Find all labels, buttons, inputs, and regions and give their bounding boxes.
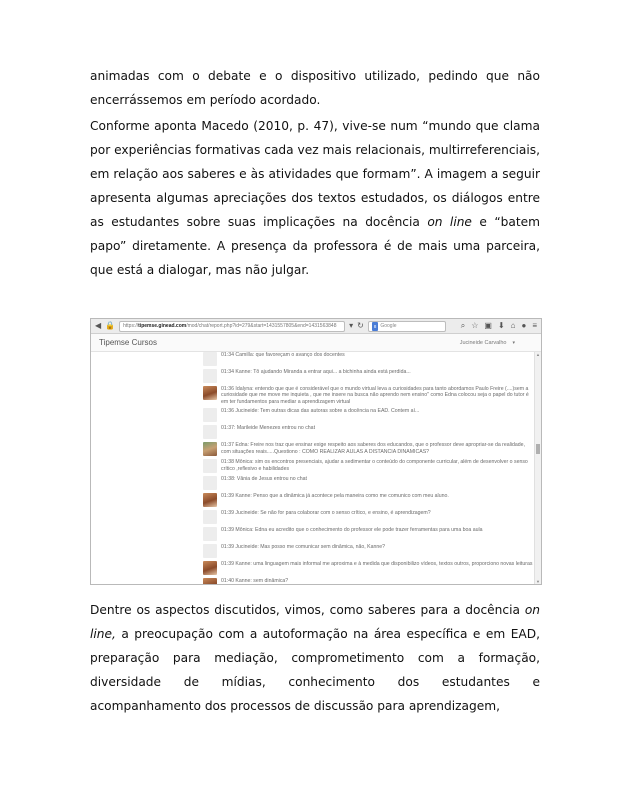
chat-message-text: 01:39 Kanne: Penso que a dinâmica já acontece pela maneira como me comunico com meu aluno. [221, 493, 449, 500]
url-host: tipemse.ginead.com [138, 322, 187, 329]
chat-message-text: 01:39 Jucineide: Mas posso me comunicar sem dinâmica, não, Kanne? [221, 544, 386, 551]
embedded-chat-screenshot [90, 318, 542, 585]
home-icon: ⌂ [510, 321, 516, 330]
avatar [203, 578, 217, 585]
menu-icon: ≡ [532, 321, 537, 330]
chat-message-text: 01:40 Kanne: sem dinâmica? [221, 578, 289, 585]
avatar [203, 369, 217, 383]
chat-scrollbar [534, 352, 541, 584]
profile-icon: ● [521, 321, 527, 330]
chat-message-text: 01:36 Jucineide: Tem outras dicas das autoras sobre a docência na EAD. Contem aí... [221, 408, 420, 415]
address-bar [119, 321, 345, 332]
chat-message [203, 544, 533, 558]
app-title: Tipemse Cursos [99, 338, 157, 347]
chat-message [203, 561, 533, 575]
avatar [203, 386, 217, 400]
avatar [203, 459, 217, 473]
chat-message-text: 01:37 Edna: Freire nos traz que ensinar exige respeito aos saberes dos educandos, que o professor deve apropriar-se da realidade, com situações reais.....Questiono : COMO REALIZAR AULAS A DISTANCIA DINAMICAS? [221, 442, 525, 455]
reload-icon: ↻ [357, 321, 364, 330]
paragraph-2-text-b: e “batem papo” diretamente. A presença da professora é de mais uma parceira, que está a dialogar, mas não julgar. [90, 215, 540, 277]
chat-message [203, 459, 533, 473]
lock-icon: 🔒 [105, 321, 116, 330]
avatar [203, 408, 217, 422]
browser-toolbar [91, 319, 541, 334]
chat-message [203, 476, 533, 490]
paragraph-3-text-a: Dentre os aspectos discutidos, vimos, como saberes para a docência [90, 603, 525, 617]
avatar [203, 493, 217, 507]
chat-message [203, 425, 533, 439]
user-menu-chevron-icon: ▾ [512, 339, 515, 346]
paragraph-1-text: animadas com o debate e o dispositivo utilizado, pedindo que não encerrássemos em período acordado. [90, 69, 540, 107]
chat-message-text: 01:37: Marileide Menezes entrou no chat [221, 425, 316, 432]
chat-message [203, 527, 533, 541]
avatar [203, 527, 217, 541]
paragraph-2-emphasis: on line [427, 215, 472, 229]
url-path: /mod/chat/report.php?id=279&start=1431557805&end=1431563848 [186, 322, 337, 329]
avatar [203, 476, 217, 490]
chat-message [203, 369, 533, 383]
chat-message [203, 493, 533, 507]
paragraph-2-text-a: Conforme aponta Macedo (2010, p. 47), vive-se num “mundo que clama por experiências formativas cada vez mais relacionais, multirreferenciais, em relação aos saberes e às atividades que formam”. A imagem a seguir apresenta algumas apreciações dos textos estudados, os diálogos entre as estudantes sobre suas implicações na docência [90, 119, 540, 229]
chat-message-text: 01:39 Mônica: Edna eu acredito que o conhecimento do professor ele pode trazer ferramentas para uma boa aula [221, 527, 483, 534]
paragraph-3 [90, 598, 540, 718]
chat-message [203, 442, 533, 456]
paragraph-3-text-b: a preocupação com a autoformação na área específica e em EAD, preparação para mediação, comprometimento com a formação, diversidade de mídias, conhecimento dos estudantes e acompanhamento dos processos de discussão para aprendizagem, [90, 627, 540, 713]
avatar [203, 544, 217, 558]
user-name: Jucineide Carvalho [459, 339, 507, 346]
paragraph-3-emphasis: on line, [90, 603, 540, 641]
app-header [91, 334, 541, 352]
paragraph-1 [90, 64, 540, 112]
chat-message-text: 01:36 Idalyna: entendo que que é considerável que o mundo virtual leva a curiosidades para tanto abordamos Paulo Freire (....)sem a curiosidade que me move me inquieta , que me insere na busca não aprendo nem ensino" como Edna colocou seja o papel do tutor é em ter fundamentos para mediar a aprendizagem virtual [221, 386, 529, 405]
chat-message-text: 01:34 Kanne: Tô ajudando Miranda a entrar aqui... a bichinha ainda está perdida... [221, 369, 411, 375]
search-engine-badge: 8 [373, 323, 377, 329]
scroll-down-icon: ▼ [536, 579, 540, 584]
download-icon: ⬇ [497, 321, 505, 330]
toolbar-icons [461, 322, 537, 330]
avatar [203, 352, 217, 366]
chat-message [203, 408, 533, 422]
chat-message [203, 386, 533, 405]
dropdown-icon: ▾ [349, 321, 354, 330]
chat-message-text: 01:38 Mônica: sim os encontros presenciais, ajudar a sedimentar o conteúdo do componente curricular, além de desenvolver o senso crítico ,reflexivo e habilidades [221, 459, 528, 472]
chat-message [203, 578, 533, 585]
search-placeholder: Google [380, 322, 397, 329]
chat-message-text: 01:34 Camilla: que favoreçam o avanço dos docentes [221, 352, 345, 358]
paragraph-2 [90, 114, 540, 282]
chat-message [203, 510, 533, 524]
chat-log [203, 352, 533, 584]
avatar [203, 561, 217, 575]
chat-message [203, 352, 533, 366]
clipboard-icon: ▣ [484, 321, 492, 330]
avatar [203, 425, 217, 439]
scroll-thumb [536, 444, 540, 454]
avatar [203, 510, 217, 524]
avatar [203, 442, 217, 456]
back-arrow-icon: ◀ [95, 321, 102, 330]
chat-message-text: 01:39 Jucineide: Se não for para colaborar com o senso crítico, e ensino, é aprendizagem? [221, 510, 431, 517]
star-icon: ☆ [471, 321, 479, 330]
url-prefix: https:// [123, 322, 139, 329]
chat-message-text: 01:39 Kanne: uma linguagem mais informal me aproxima e à medida que disponibilizo vídeos, textos outros, proporciono novas leituras [221, 561, 533, 568]
search-icon: ⌕ [460, 321, 466, 330]
search-box [368, 321, 446, 332]
scroll-up-icon: ▲ [536, 352, 540, 357]
chat-message-text: 01:38: Vânia de Jesus entrou no chat [221, 476, 307, 483]
